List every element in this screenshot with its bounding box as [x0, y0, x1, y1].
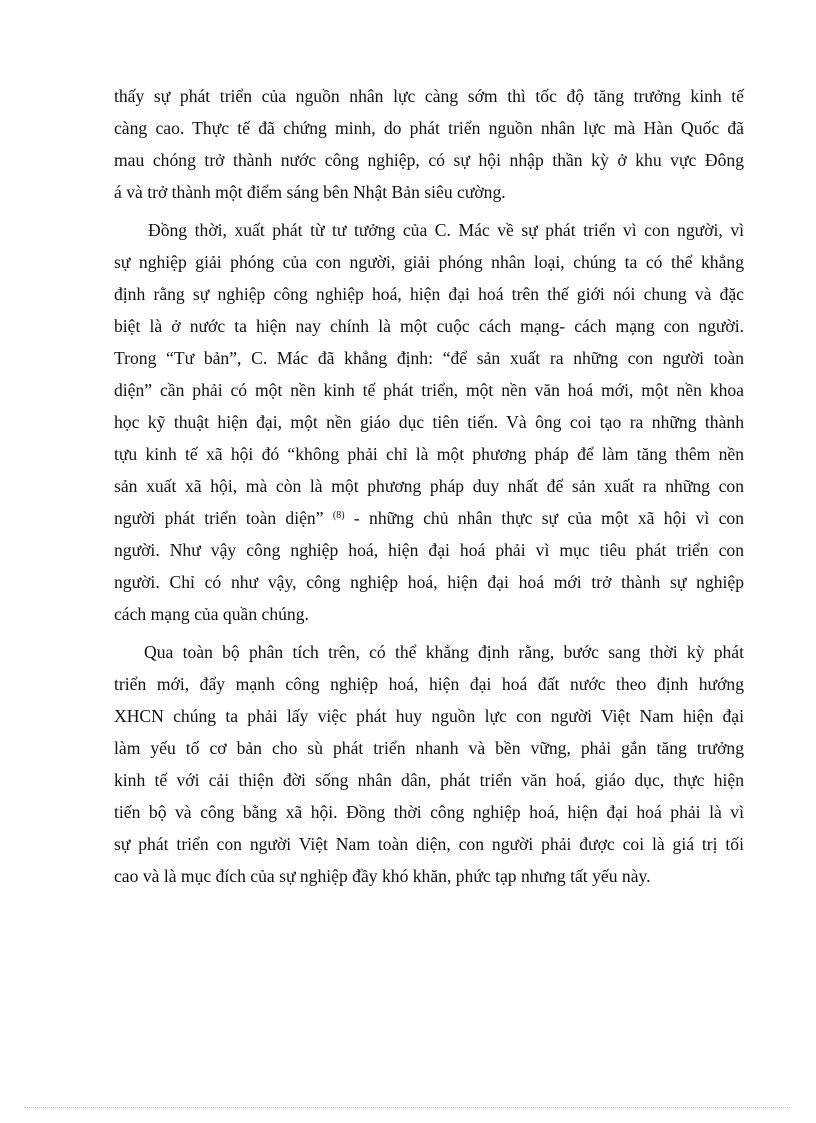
text-line: mau chóng trở thành nước công nghiệp, có sự hội nhập thần kỳ ở khu vực Đông: [114, 150, 744, 170]
paragraph-2: [114, 214, 744, 630]
text-line: Trong “Tư bản”, C. Mác đã khẳng định: “để sản xuất ra những con người toàn: [114, 348, 744, 368]
text-line: diện” cần phải có một nền kinh tế phát triển, một nền văn hoá mới, một nền khoa: [114, 380, 744, 400]
text-line: người. Như vậy công nghiệp hoá, hiện đại hoá phải vì mục tiêu phát triển con: [114, 540, 744, 560]
text-segment: người phát triển toàn diện”: [114, 508, 324, 528]
text-line: XHCN chúng ta phải lấy việc phát huy nguồn lực con người Việt Nam hiện đại: [114, 706, 744, 726]
text-line: tựu kinh tế xã hội đó “không phải chỉ là một phương pháp để làm tăng thêm nền: [114, 444, 744, 464]
text-line: cao và là mục đích của sự nghiệp đầy khó khăn, phức tạp nhưng tất yếu này.: [114, 866, 651, 886]
text-line: triển mới, đẩy mạnh công nghiệp hoá, hiện đại hoá đất nước theo định hướng: [114, 674, 744, 694]
footnote-reference: (8): [332, 510, 345, 521]
text-line: kinh tế với cải thiện đời sống nhân dân, phát triển văn hoá, giáo dục, thực hiện: [114, 770, 744, 790]
text-line: càng cao. Thực tế đã chứng minh, do phát triển nguồn nhân lực mà Hàn Quốc đã: [114, 118, 744, 138]
text-line: á và trở thành một điểm sáng bên Nhật Bản siêu cường.: [114, 182, 506, 202]
text-line: Qua toàn bộ phân tích trên, có thể khẳng định rằng, bước sang thời kỳ phát: [144, 642, 744, 662]
text-line: sản xuất xã hội, mà còn là một phương pháp duy nhất để sản xuất ra những con: [114, 476, 744, 496]
text-line: cách mạng của quần chúng.: [114, 604, 309, 624]
text-line: sự phát triển con người Việt Nam toàn diện, con người phải được coi là giá trị tối: [114, 834, 744, 854]
text-line: làm yếu tố cơ bản cho sù phát triển nhanh và bền vững, phải gắn tăng trưởng: [114, 738, 744, 758]
page-bottom-divider: [24, 1107, 790, 1108]
text-line: biệt là ở nước ta hiện nay chính là một cuộc cách mạng- cách mạng con người.: [114, 316, 744, 336]
text-line: học kỹ thuật hiện đại, một nền giáo dục tiên tiến. Và ông coi tạo ra những thành: [114, 412, 744, 432]
text-line-with-reference: [114, 502, 744, 534]
text-segment: - những chủ nhân thực sự của một xã hội vì con: [353, 508, 744, 528]
body-text: [114, 80, 744, 898]
text-line: thấy sự phát triển của nguồn nhân lực càng sớm thì tốc độ tăng trưởng kinh tế: [114, 86, 744, 106]
text-line: định rằng sự nghiệp công nghiệp hoá, hiện đại hoá trên thế giới nói chung và đặc: [114, 284, 744, 304]
text-line: người. Chỉ có như vậy, công nghiệp hoá, hiện đại hoá mới trở thành sự nghiệp: [114, 572, 744, 592]
text-line: Đồng thời, xuất phát từ tư tưởng của C. Mác về sự phát triển vì con người, vì: [148, 220, 744, 240]
paragraph-1: [114, 80, 744, 208]
paragraph-3: [114, 636, 744, 892]
text-line: sự nghiệp giải phóng của con người, giải phóng nhân loại, chúng ta có thể khẳng: [114, 252, 744, 272]
text-line: tiến bộ và công bằng xã hội. Đồng thời công nghiệp hoá, hiện đại hoá phải là vì: [114, 802, 744, 822]
